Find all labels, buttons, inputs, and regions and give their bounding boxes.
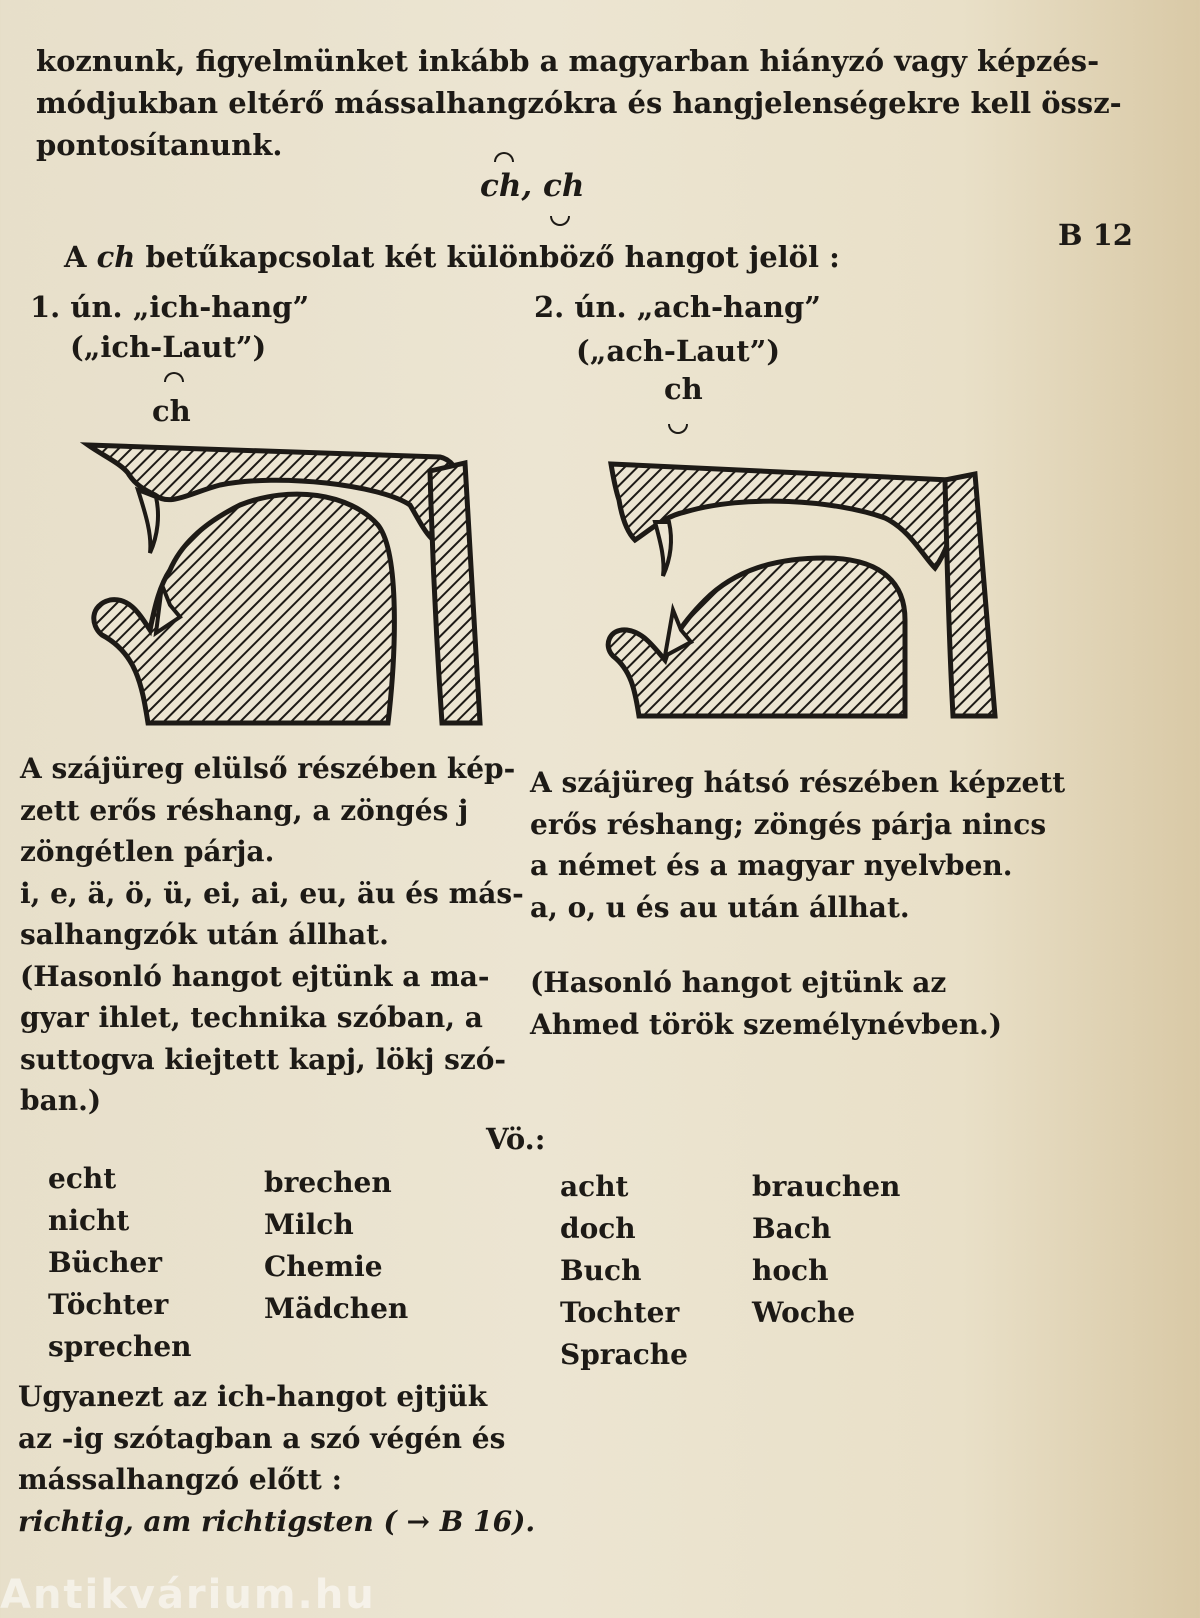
ach-arc-below: [668, 424, 688, 434]
ach-subtitle: („ach-Laut”): [576, 334, 781, 368]
ich-desc-line: salhangzók után állhat.: [20, 918, 389, 951]
ich-word: brechen: [264, 1166, 392, 1199]
ich-word: Chemie: [264, 1250, 383, 1283]
ach-articulation-diagram: [605, 460, 1025, 740]
ach-word: doch: [560, 1212, 636, 1245]
ich-desc-line: i, e, ä, ö, ü, ei, ai, eu, äu és más-: [20, 876, 524, 910]
ich-words-col2: [264, 1162, 408, 1330]
ach-word: Buch: [560, 1254, 642, 1287]
arc-below-mark: [550, 216, 570, 226]
ich-arc-above: [164, 372, 184, 382]
ich-word: nicht: [48, 1204, 130, 1237]
ach-word: Woche: [752, 1296, 856, 1329]
intro-paragraph: [36, 40, 1122, 166]
ach-word: acht: [560, 1170, 629, 1203]
closing-paragraph: [18, 1376, 535, 1542]
ich-desc-line: suttogva kiejtett kapj, lökj szó-: [20, 1042, 507, 1076]
ich-word: Bücher: [48, 1246, 162, 1279]
ich-desc-line: ban.): [20, 1084, 102, 1117]
ach-word: Sprache: [560, 1338, 688, 1371]
ach-desc-line: erős réshang; zöngés párja nincs: [530, 807, 1047, 841]
ach-pharynx-wall: [945, 474, 995, 716]
ach-number: 2.: [534, 290, 565, 324]
intro-line: koznunk, figyelmünket inkább a magyarban hiányzó vagy képzés-: [36, 44, 1100, 78]
ach-tongue: [608, 558, 905, 716]
heading-ch-ach: ch: [543, 168, 585, 204]
ich-articulation-diagram: [80, 435, 500, 735]
ich-word: sprechen: [48, 1330, 192, 1363]
ach-words-col1: [560, 1166, 688, 1376]
ich-word: Töchter: [48, 1288, 169, 1321]
ach-word: brauchen: [752, 1170, 901, 1203]
ach-heading: [534, 286, 821, 328]
ach-desc-line: A szájüreg hátsó részében képzett: [530, 766, 1066, 799]
compare-label: Vö.:: [486, 1122, 546, 1156]
ach-desc-line: (Hasonló hangot ejtünk az: [530, 966, 947, 999]
lead-sentence: [64, 236, 840, 278]
ich-heading: [30, 286, 309, 328]
closing-line: mássalhangzó előtt :: [18, 1463, 342, 1496]
ich-number: 1.: [30, 290, 61, 324]
ach-description: [530, 762, 1065, 1045]
ach-upper-teeth: [655, 522, 671, 576]
ich-tongue: [94, 494, 395, 723]
ich-word: Mädchen: [264, 1292, 409, 1325]
ich-desc-line: zöngétlen párja.: [20, 835, 275, 868]
ach-title: ún. „ach-hang”: [574, 290, 821, 324]
intro-line: pontosítanunk.: [36, 128, 283, 162]
ich-upper-teeth: [138, 490, 158, 553]
heading-separator: ,: [521, 168, 533, 204]
lead-text: A: [64, 240, 97, 274]
ich-description: [20, 748, 524, 1122]
section-heading: [480, 168, 584, 204]
heading-ch-ich: ch: [480, 168, 522, 204]
ach-word: Bach: [752, 1212, 832, 1245]
watermark: Antikvárium.hu: [0, 1572, 376, 1618]
ich-words-col1: [48, 1158, 192, 1368]
closing-line: Ugyanezt az ich-hangot ejtjük: [18, 1380, 488, 1413]
ich-title: ún. „ich-hang”: [70, 290, 310, 324]
ich-pharynx-wall: [430, 463, 480, 723]
ich-desc-line: A szájüreg elülső részében kép-: [20, 752, 516, 785]
lead-text: betűkapcsolat két különböző hangot jelöl :: [135, 240, 840, 274]
ich-word: echt: [48, 1162, 117, 1195]
ach-words-col2: [752, 1166, 900, 1334]
ich-desc-line: (Hasonló hangot ejtünk a ma-: [20, 959, 490, 993]
lead-ch: ch: [96, 240, 136, 274]
ich-subtitle: („ich-Laut”): [70, 330, 267, 364]
ach-symbol: ch: [664, 372, 703, 406]
ach-word: Tochter: [560, 1296, 680, 1329]
closing-line: az -ig szótagban a szó végén és: [18, 1421, 506, 1455]
closing-line: richtig, am richtigsten ( → B 16).: [18, 1504, 536, 1538]
ich-desc-line: zett erős réshang, a zöngés j: [20, 793, 469, 827]
ach-word: hoch: [752, 1254, 829, 1287]
ich-desc-line: gyar ihlet, technika szóban, a: [20, 1001, 483, 1034]
ich-symbol: ch: [152, 394, 191, 428]
intro-line: módjukban eltérő mássalhangzókra és hangjelenségekre kell össz-: [36, 86, 1122, 120]
ach-desc-line: Ahmed török személynévben.): [530, 1007, 1003, 1041]
ach-desc-line: a, o, u és au után állhat.: [530, 890, 910, 924]
ach-desc-line: a német és a magyar nyelvben.: [530, 849, 1013, 882]
section-code: B 12: [1058, 218, 1133, 252]
ich-word: Milch: [264, 1208, 354, 1241]
